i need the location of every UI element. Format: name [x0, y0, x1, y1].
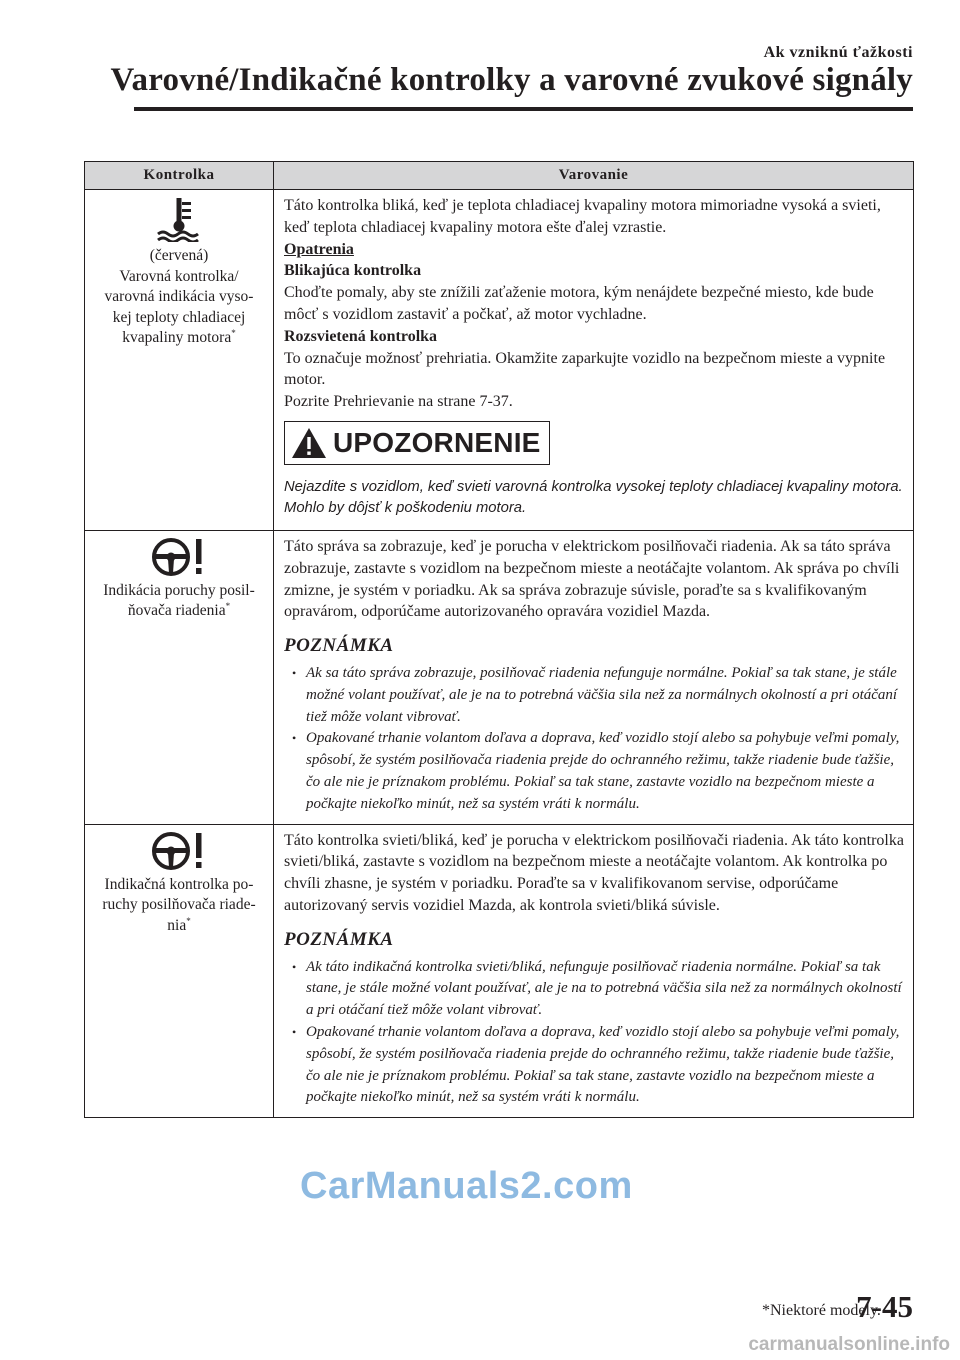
note-list — [284, 957, 908, 1110]
page-title: Varovné/Indikačné kontrolky a varovné zvukové signály — [110, 62, 913, 98]
table-row — [85, 824, 914, 1118]
measures-heading: Opatrenia — [284, 240, 354, 258]
light-name-line: kej teploty chladiacej — [112, 308, 246, 326]
table-row — [85, 190, 914, 531]
note-item: • Opakované trhanie volantom doľava a doprava, keď vozidlo stojí alebo sa pohybuje veľmi pomaly, spôsobí, že systém posilňovača riadenia prejde do ochranného režimu, takže riadenie bude ťažšie, čo ale nie je príznakom problému. Pokiaľ sa tak stane, zastavte vozidlo na bezpečnom mieste a počkajte niekoľko minút, než sa systém vráti k normálu. — [284, 728, 908, 815]
light-cell — [85, 190, 274, 531]
caution-box — [284, 421, 550, 465]
section-title: Ak vzniknú ťažkosti — [763, 44, 913, 61]
footnote: *Niektoré modely. — [762, 1302, 881, 1319]
blinking-paragraph: Choďte pomaly, aby ste znížili zaťaženie motora, kým nenájdete bezpečné miesto, kde bude môcť s vozidlom zastaviť a počkať, až motor vychladne. — [284, 284, 874, 323]
note-item: • Opakované trhanie volantom doľava a doprava, keď vozidlo stojí alebo sa pohybuje veľmi pomaly, spôsobí, že systém posilňovača riadenia prejde do ochranného režimu, takže riadenie bude ťažšie, čo ale nie je príznakom problému. Pokiaľ sa tak stane, zastavte vozidlo na bezpečnom mieste a počkajte niekoľko minút, než sa systém vráti k normálu. — [284, 1022, 908, 1109]
page-number: 7-45 — [856, 1289, 913, 1324]
note-heading: POZNÁMKA — [284, 928, 394, 950]
light-cell — [85, 824, 274, 1118]
note-item: • Ak táto indikačná kontrolka svieti/bliká, nefunguje posilňovač riadenia normálne. Pokiaľ sa tak stane, je stále možné volant používať, ale je na to potrebná väčšia sila než za normálnych okolností a pri otáčaní tiež môže volant vibrovať. — [284, 957, 908, 1022]
warning-triangle-icon — [291, 427, 327, 459]
watermark-footer: carmanualsonline.info — [748, 1334, 950, 1355]
warning-paragraph: Táto kontrolka svieti/bliká, keď je porucha v elektrickom posilňovači riadenia. Ak táto kontrolka svieti/bliká, zastavte s vozidlom na bezpečnom mieste a neotáčajte volantom. Ak kontrolka po chvíli zhasne, je systém v poriadku. Poraďte sa v kvalifikovanom servise, odporúčame autorizovaný servis vozidiel Mazda, ak kontrola svieti/bliká súvisle. — [284, 831, 904, 914]
light-cell — [85, 530, 274, 824]
warning-cell — [274, 190, 914, 531]
light-color: (červená) — [149, 247, 209, 264]
power-steering-malfunction-icon — [151, 831, 207, 871]
table-row — [85, 530, 914, 824]
light-name-text: nia — [167, 916, 187, 934]
light-name-line: Indikačná kontrolka po- — [104, 875, 254, 893]
warning-paragraph: Táto kontrolka bliká, keď je teplota chladiacej kvapaliny motora mimoriadne vysoká a svieti, keď teplota chladiacej kvapaliny motora ešte ďalej vzrastie. — [284, 197, 881, 236]
warning-paragraph: Táto správa sa zobrazuje, keď je porucha v elektrickom posilňovači riadenia. Ak sa táto správa zobrazuje, zastavte s vozidlom na bezpečnom mieste a neotáčajte volantom. Ak správa po chvíli zmizne, je systém v poriadku. Ak sa správa zobrazuje súvisle, poraďte sa s kvalifikovaným opravárom, odporúčame autorizovaného opravára vozidiel Mazda. — [284, 537, 900, 621]
light-name-text: kvapaliny motora — [122, 329, 232, 346]
warning-lights-table — [84, 161, 914, 1118]
light-name-line: ruchy posilňovača riade- — [102, 896, 256, 914]
light-name-line — [91, 916, 267, 937]
caution-text: Nejazdite s vozidlom, keď svieti varovná kontrolka vysokej teploty chladiacej kvapaliny motora. Mohlo by dôjsť k poškodeniu motora. — [284, 478, 903, 517]
light-name-line: varovná indikácia vyso- — [104, 288, 254, 305]
footnote-marker: * — [186, 915, 191, 926]
lit-paragraph: To označuje možnosť prehriatia. Okamžite zaparkujte vozidlo na bezpečnom mieste a vypnite motor. — [284, 349, 886, 389]
note-heading: POZNÁMKA — [284, 635, 394, 657]
note-list — [284, 663, 908, 816]
footnote-marker: * — [231, 327, 236, 338]
lit-heading: Rozsvietená kontrolka — [284, 327, 438, 345]
warning-cell — [274, 530, 914, 824]
light-name-line — [91, 601, 267, 622]
column-header-warning: Varovanie — [274, 162, 914, 190]
power-steering-malfunction-icon — [151, 537, 207, 577]
light-name-line: Indikácia poruchy posil- — [103, 581, 255, 599]
light-name-line: Varovná kontrolka/ — [119, 267, 239, 285]
watermark: CarManuals2.com — [300, 1165, 633, 1207]
table-header-row — [85, 162, 914, 190]
coolant-temperature-icon — [155, 196, 203, 242]
light-name-text: ňovača riadenia — [127, 602, 226, 620]
light-name-line — [91, 328, 267, 349]
column-header-light: Kontrolka — [85, 162, 274, 190]
note-item: • Ak sa táto správa zobrazuje, posilňovač riadenia nefunguje normálne. Pokiaľ sa tak stane, je stále možné volant používať, ale je na to potrebná väčšia sila než za normálnych okolností a pri otáčaní tiež môže volant vibrovať. — [284, 663, 908, 728]
warning-cell — [274, 824, 914, 1118]
footnote-marker: * — [225, 601, 231, 612]
reference-paragraph: Pozrite Prehrievanie na strane 7-37. — [284, 393, 513, 411]
header-rule — [134, 107, 913, 111]
caution-label: UPOZORNENIE — [333, 427, 541, 459]
blinking-heading: Blikajúca kontrolka — [284, 262, 422, 280]
